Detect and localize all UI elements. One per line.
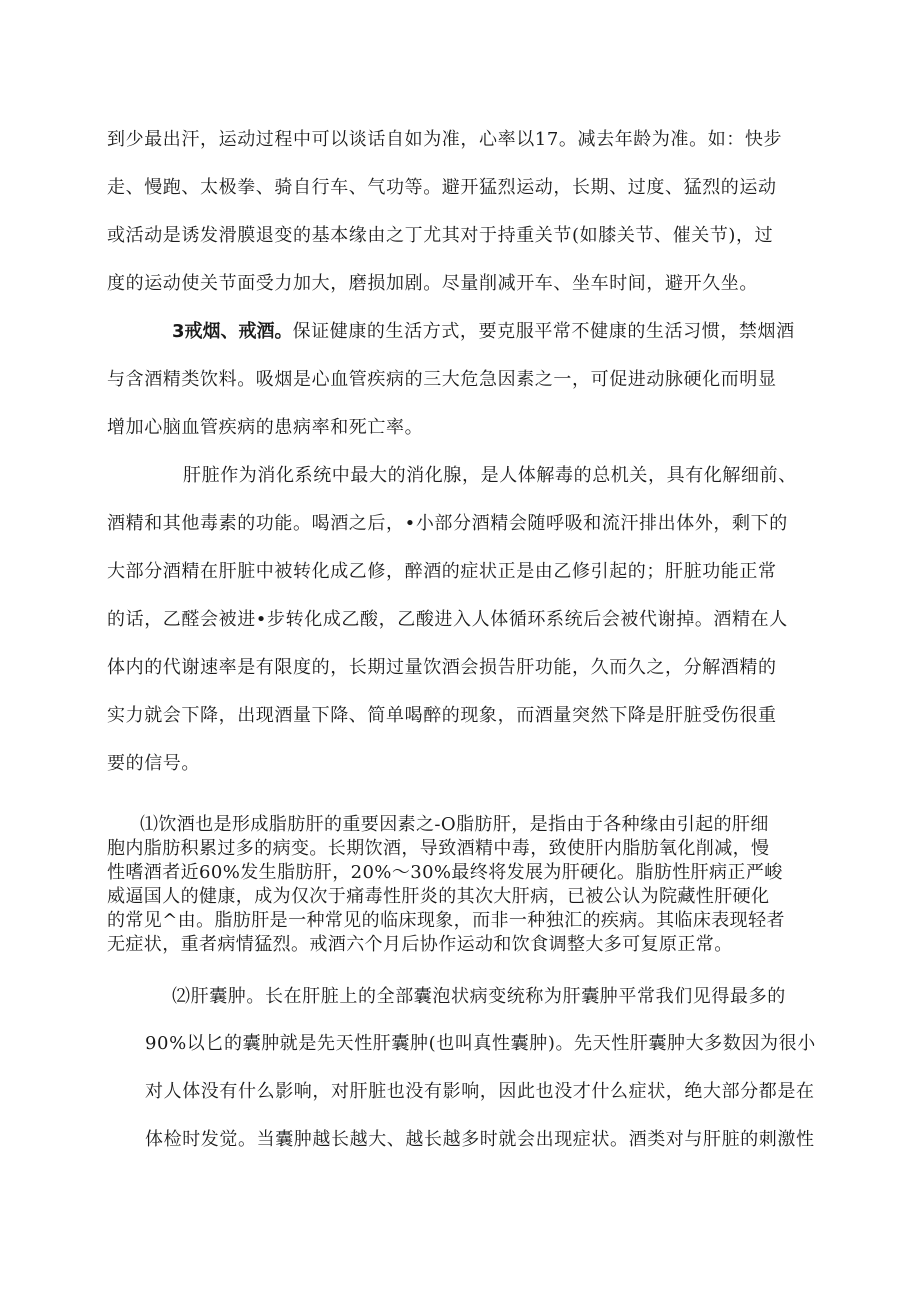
text-line: 性嗜酒者近60%发生脂肪肝，20%～30%最终将发展为肝硬化。脂肪性肝病正严峻 [107,862,783,883]
text-line: 度的运动使关节面受力加大，磨损加剧。尽量削减开车、坐车时间，避开久坐。 [107,273,758,294]
text-line: 实力就会下降，出现酒量下降、简单喝醉的现象，而酒量突然下降是肝脏受伤很重 [107,705,777,726]
text-line: 与含酒精类饮料。吸烟是心血管疾病的三大危急因素之一，可促进动脉硬化而明显 [107,369,777,390]
text-line: 威逼国人的健康，成为仅次于痛毒性肝炎的其次大肝病，已被公认为院藏性肝硬化 [107,886,770,907]
text-line: 无症状，重者病情猛烈。戒酒六个月后协作运动和饮食调整大多可复原正常。 [107,934,733,955]
text-line: 肝脏作为消化系统中最大的消化腺，是人体解毒的总机关，具有化解细前、 [183,465,797,486]
text-line: 胞内脂肪积累过多的病变。长期饮酒，导致酒精中毒，致使肝内脂肪氧化削减，慢 [107,838,770,859]
text-line: 对人体没有什么影响，对肝脏也没有影响，因此也没才什么症状，绝大部分都是在 [145,1081,815,1102]
text-line: 或活动是诱发滑膜退变的基本缘由之丁尤其对于持重关节(如膝关节、催关节)，过 [107,225,774,246]
text-run: 保证健康的生活方式，要克服平常不健康的生活习惯，禁烟酒 [292,321,795,342]
text-line: 到少最出汗，运动过程中可以谈话自如为准，心率以17。减去年龄为准。如：快步 [107,129,783,150]
text-line: 90%以匕的囊肿就是先天性肝囊肿(也叫真性囊肿)。先天性肝囊肿大多数因为很小 [145,1033,816,1054]
text-line: 酒精和其他毒素的功能。喝酒之后，•小部分酒精会随呼吸和流汗排出体外，剩下的 [107,513,788,534]
text-line: 体检时发觉。当囊肿越长越大、越长越多时就会出现症状。酒类对与肝脏的刺激性 [145,1129,815,1150]
text-line: 的常见^由。脂肪肝是一种常见的临床现象，而非一种独汇的疾病。其临床表现轻者 [107,910,785,931]
text-line: 增加心脑血管疾病的患病率和死亡率。 [107,417,424,438]
text-line: 走、慢跑、太极拳、骑自行车、气功等。避开猛烈运动，长期、过度、猛烈的运动 [107,177,777,198]
text-line: ⑵肝囊肿。长在肝脏上的全部囊泡状病变统称为肝囊肿平常我们见得最多的 [172,986,786,1007]
section-heading: 3戒烟、戒酒。 [172,321,293,342]
text-line [172,320,795,344]
text-line: 大部分酒精在肝脏中被转化成乙修，醉酒的症状正是由乙修引起的；肝脏功能正常 [107,561,777,582]
text-line: ⑴饮酒也是形成脂肪肝的重要因素之-O脂肪肝，是指由于各种缘由引起的肝细 [140,814,769,835]
text-line: 要的信号。 [107,753,200,774]
text-line: 体内的代谢速率是有限度的，长期过量饮酒会损告肝功能，久而久之，分解酒精的 [107,657,777,678]
text-line: 的话，乙醛会被进•步转化成乙酸，乙酸进入人体循环系统后会被代谢掉。酒精在人 [107,609,788,630]
